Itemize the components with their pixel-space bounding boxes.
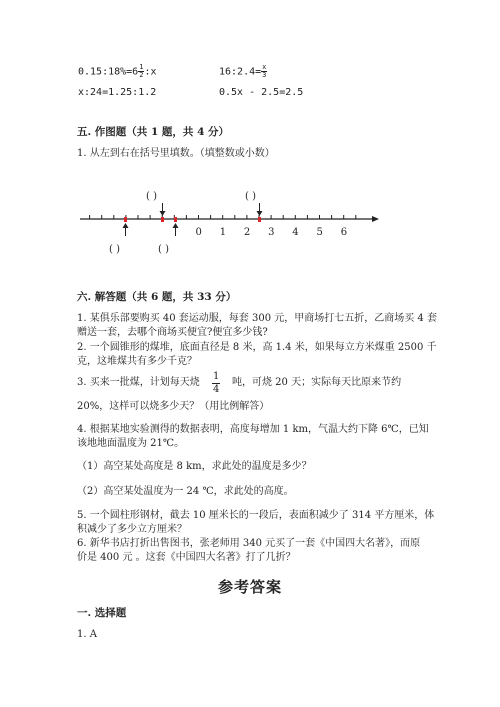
- down-arrow-1-head-icon: [160, 211, 166, 216]
- answers-title: 参考答案: [217, 578, 282, 596]
- answer-1: 1. A: [77, 629, 97, 640]
- answers-section-1-heading: 一. 选择题: [77, 607, 127, 619]
- question-6-5-line-1: 5. 一个圆柱形钢材，截去 10 厘米长的一段后，表面积减少了 314 平方厘米，体: [77, 510, 435, 521]
- answer-bracket-bottom-1[interactable]: ( ): [109, 244, 120, 255]
- number-line-label: 4: [292, 227, 299, 238]
- number-line-label: 2: [243, 227, 251, 238]
- number-line-label: 6: [340, 227, 348, 238]
- number-line-label: 1: [219, 227, 227, 238]
- question-6-2-line-1: 2. 一个圆锥形的煤堆，底面直径是 8 米，高 1.4 米，如果每立方米煤重 2500 千: [77, 342, 437, 353]
- question-6-4-line-1: 4. 根据某地实验测得的数据表明，高度每增加 1 km，气温大约下降 6℃，已知: [77, 424, 429, 435]
- answer-bracket-top-2[interactable]: ( ): [245, 191, 256, 202]
- number-line-label: 5: [316, 227, 323, 238]
- question-6-6-line-1: 6. 新华书店打折出售图书，张老师用 340 元买了一套《中国四大名著》，而原: [77, 538, 421, 549]
- marker-point-b: [161, 217, 164, 222]
- question-5-1: 1. 从左到右在括号里填数。（填整数或小数）: [77, 148, 275, 159]
- marker-point-d: [258, 217, 261, 222]
- up-arrow-1-head-icon: [123, 223, 129, 228]
- question-6-3-part-2: 吨，可烧 20 天；实际每天比原来节约: [232, 377, 402, 388]
- equation-2-fraction: $\frac{x}{3}$: [262, 63, 267, 79]
- question-6-1-line-2: 赠送一套，去哪个商场买便宜?便宜多少钱?: [77, 327, 268, 338]
- number-line-label: 0: [195, 227, 202, 238]
- section-6-heading: 六. 解答题（共 6 题，共 33 分）: [77, 291, 237, 303]
- question-6-3-fraction: $\frac{1}{4}$: [213, 371, 220, 395]
- answer-bracket-top-1[interactable]: ( ): [146, 191, 157, 202]
- equation-4: 0.5x - 2.5=2.5: [219, 87, 304, 98]
- equation-2-left: 16:2.4=: [219, 66, 262, 78]
- marker-point-c: [174, 217, 177, 222]
- question-6-6-line-2: 价是 400 元 。这套《中国四大名著》打了几折？: [77, 552, 296, 563]
- question-6-4-sub-2: （2）高空某处温度为一 24 ℃，求此处的高度。: [77, 486, 294, 497]
- down-arrow-2-head-icon: [257, 211, 263, 216]
- number-line-label: 3: [268, 227, 275, 238]
- question-6-2-line-2: 克，这堆煤共有多少千克？: [77, 356, 197, 367]
- question-6-5-line-2: 积减少了多少立方厘米？: [77, 524, 187, 535]
- equation-1-right: :x: [144, 66, 157, 78]
- question-6-1-line-1: 1. 某俱乐部要购买 40 套运动服，每套 300 元，甲商场打七五折，乙商场买 4 套: [77, 313, 437, 324]
- question-6-3-part-1: 3. 买来一批煤，计划每天烧: [77, 377, 200, 388]
- question-6-4-sub-1: （1）高空某处高度是 8 km，求此处的温度是多少？: [77, 461, 312, 472]
- up-arrow-2-head-icon: [173, 223, 179, 228]
- question-6-4-line-2: 该地地面温度为 21℃。: [77, 438, 185, 449]
- question-6-3-line-2: 20%，这样可以烧多少天？（用比例解答）: [77, 401, 270, 412]
- number-line-arrowhead: [372, 216, 379, 222]
- number-line-labels: [196, 227, 348, 238]
- equation-1-left: 0.15:18%=6: [78, 66, 139, 78]
- equation-3: x:24=1.25:1.2: [78, 87, 157, 98]
- equation-1-fraction: $\frac{1}{2}$: [139, 63, 144, 79]
- answer-bracket-bottom-2[interactable]: ( ): [158, 244, 169, 255]
- marker-point-a: [124, 217, 127, 222]
- section-5-heading: 五. 作图题（共 1 题，共 4 分）: [77, 126, 230, 138]
